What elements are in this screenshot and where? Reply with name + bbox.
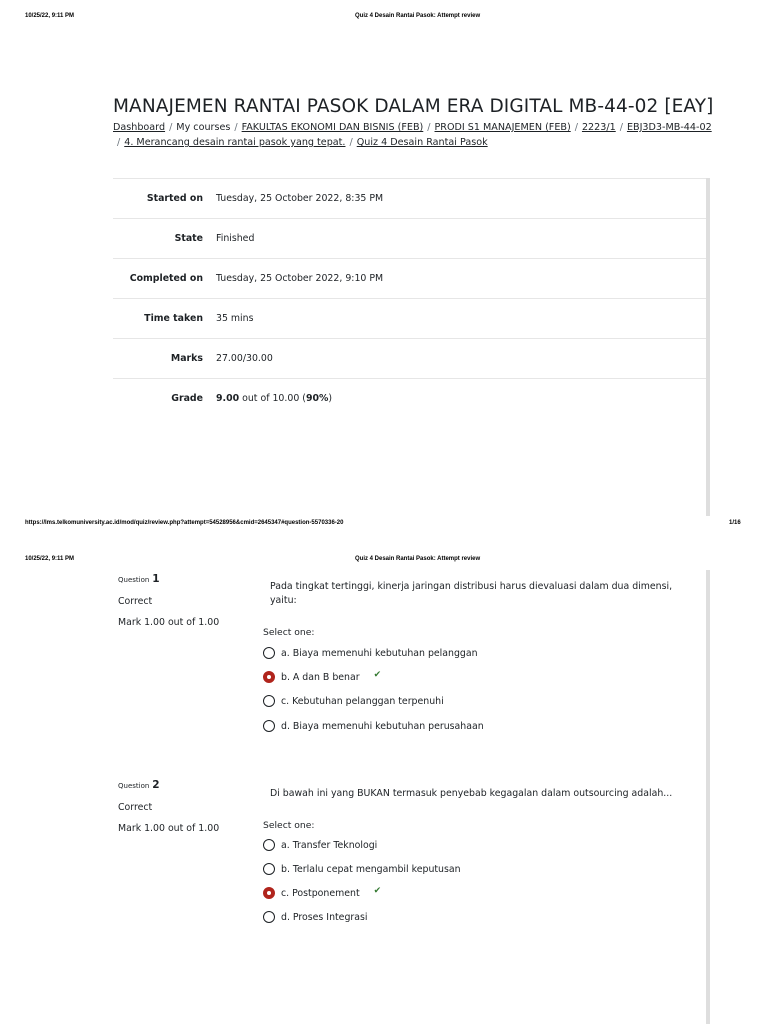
summary-label: Grade (113, 379, 216, 419)
question-text: Pada tingkat tertinggi, kinerja jaringan distribusi harus dievaluasi dalam dua dimensi, yaitu: (270, 581, 673, 606)
summary-value (216, 379, 706, 419)
answer-option[interactable] (263, 669, 381, 685)
radio-button[interactable] (263, 695, 275, 707)
select-one-label: Select one: (263, 820, 315, 831)
summary-row-grade (113, 379, 706, 419)
breadcrumb-separator: / (574, 122, 578, 133)
radio-button[interactable] (263, 863, 275, 875)
correct-check-icon: ✔ (373, 670, 382, 680)
breadcrumb-separator: / (427, 122, 431, 133)
breadcrumb-separator: / (234, 122, 238, 133)
summary-row-started (113, 179, 706, 219)
question-label: Question (118, 576, 150, 584)
breadcrumb-dashboard[interactable]: Dashboard (113, 122, 166, 133)
summary-label: Started on (113, 179, 216, 219)
correct-check-icon: ✔ (373, 886, 382, 896)
question-number: 2 (152, 779, 160, 791)
answer-option[interactable] (263, 909, 368, 925)
breadcrumb-term[interactable]: 2223/1 (581, 122, 616, 133)
question-status: Correct (118, 802, 153, 813)
print-title: Quiz 4 Desain Rantai Pasok: Attempt review (355, 13, 481, 19)
breadcrumb (113, 120, 713, 150)
grade-percent: 90% (305, 393, 329, 404)
grade-close: ) (328, 393, 333, 404)
summary-row-state (113, 219, 706, 259)
answer-option[interactable] (263, 718, 484, 734)
breadcrumb-course-code[interactable]: EBJ3D3-MB-44-02 (626, 122, 712, 133)
question-info (118, 573, 219, 637)
print-datetime: 10/25/22, 9:11 PM (25, 13, 75, 19)
question-status: Correct (118, 596, 153, 607)
question-mark: Mark 1.00 out of 1.00 (118, 823, 220, 834)
breadcrumb-separator: / (619, 122, 623, 133)
radio-button-selected[interactable] (263, 671, 275, 683)
answer-option-label: a. Transfer Teknologi (281, 839, 378, 851)
summary-value: 27.00/30.00 (216, 339, 706, 379)
breadcrumb-faculty[interactable]: FAKULTAS EKONOMI DAN BISNIS (FEB) (241, 122, 424, 133)
answer-option-label: a. Biaya memenuhi kebutuhan pelanggan (281, 647, 478, 659)
radio-button[interactable] (263, 647, 275, 659)
summary-row-marks (113, 339, 706, 379)
scrollbar-track (706, 570, 710, 1024)
summary-label: Marks (113, 339, 216, 379)
answer-option-label: c. Kebutuhan pelanggan terpenuhi (281, 695, 444, 707)
radio-button[interactable] (263, 839, 275, 851)
summary-label: Time taken (113, 299, 216, 339)
breadcrumb-separator: / (169, 122, 173, 133)
answer-option-label: d. Proses Integrasi (281, 911, 368, 923)
page-title: MANAJEMEN RANTAI PASOK DALAM ERA DIGITAL MB-44-02 [EAY] (113, 96, 714, 117)
radio-button[interactable] (263, 911, 275, 923)
answer-option-label: d. Biaya memenuhi kebutuhan perusahaan (281, 720, 484, 732)
scrollbar-track (706, 178, 710, 516)
grade-score: 9.00 (216, 393, 240, 404)
answer-option-label: b. Terlalu cepat mengambil keputusan (281, 863, 461, 875)
summary-value: Tuesday, 25 October 2022, 8:35 PM (216, 179, 706, 219)
question-label: Question (118, 782, 150, 790)
answer-option[interactable] (263, 645, 478, 661)
select-one-label: Select one: (263, 627, 315, 638)
question-number: 1 (152, 573, 160, 585)
breadcrumb-separator: / (349, 137, 353, 148)
answer-option[interactable] (263, 693, 444, 709)
grade-out-of: out of 10.00 ( (239, 393, 306, 404)
answer-option[interactable] (263, 885, 381, 901)
answer-option[interactable] (263, 861, 461, 877)
radio-button[interactable] (263, 720, 275, 732)
summary-label: Completed on (113, 259, 216, 299)
breadcrumb-program[interactable]: PRODI S1 MANAJEMEN (FEB) (434, 122, 571, 133)
answer-option-label: c. Postponement (281, 887, 360, 899)
summary-value: Finished (216, 219, 706, 259)
summary-row-time-taken (113, 299, 706, 339)
breadcrumb-separator: / (117, 137, 121, 148)
radio-button-selected[interactable] (263, 887, 275, 899)
print-url: https://lms.telkomuniversity.ac.id/mod/quiz/review.php?attempt=54528956&cmid=2645347#question-5570336-20 (25, 520, 344, 526)
question-text: Di bawah ini yang BUKAN termasuk penyebab kegagalan dalam outsourcing adalah... (270, 788, 673, 799)
page-number: 1/16 (729, 520, 741, 526)
question-mark: Mark 1.00 out of 1.00 (118, 617, 220, 628)
print-title: Quiz 4 Desain Rantai Pasok: Attempt review (355, 556, 481, 562)
breadcrumb-section[interactable]: 4. Merancang desain rantai pasok yang tepat. (124, 137, 346, 148)
question-info (118, 779, 219, 843)
summary-label: State (113, 219, 216, 259)
summary-row-completed (113, 259, 706, 299)
answer-option-label: b. A dan B benar (281, 671, 360, 683)
print-datetime: 10/25/22, 9:11 PM (25, 556, 75, 562)
breadcrumb-quiz[interactable]: Quiz 4 Desain Rantai Pasok (356, 137, 488, 148)
attempt-summary-table (113, 178, 706, 418)
answer-option[interactable] (263, 837, 377, 853)
breadcrumb-my-courses: My courses (176, 122, 231, 133)
summary-value: Tuesday, 25 October 2022, 9:10 PM (216, 259, 706, 299)
summary-value: 35 mins (216, 299, 706, 339)
